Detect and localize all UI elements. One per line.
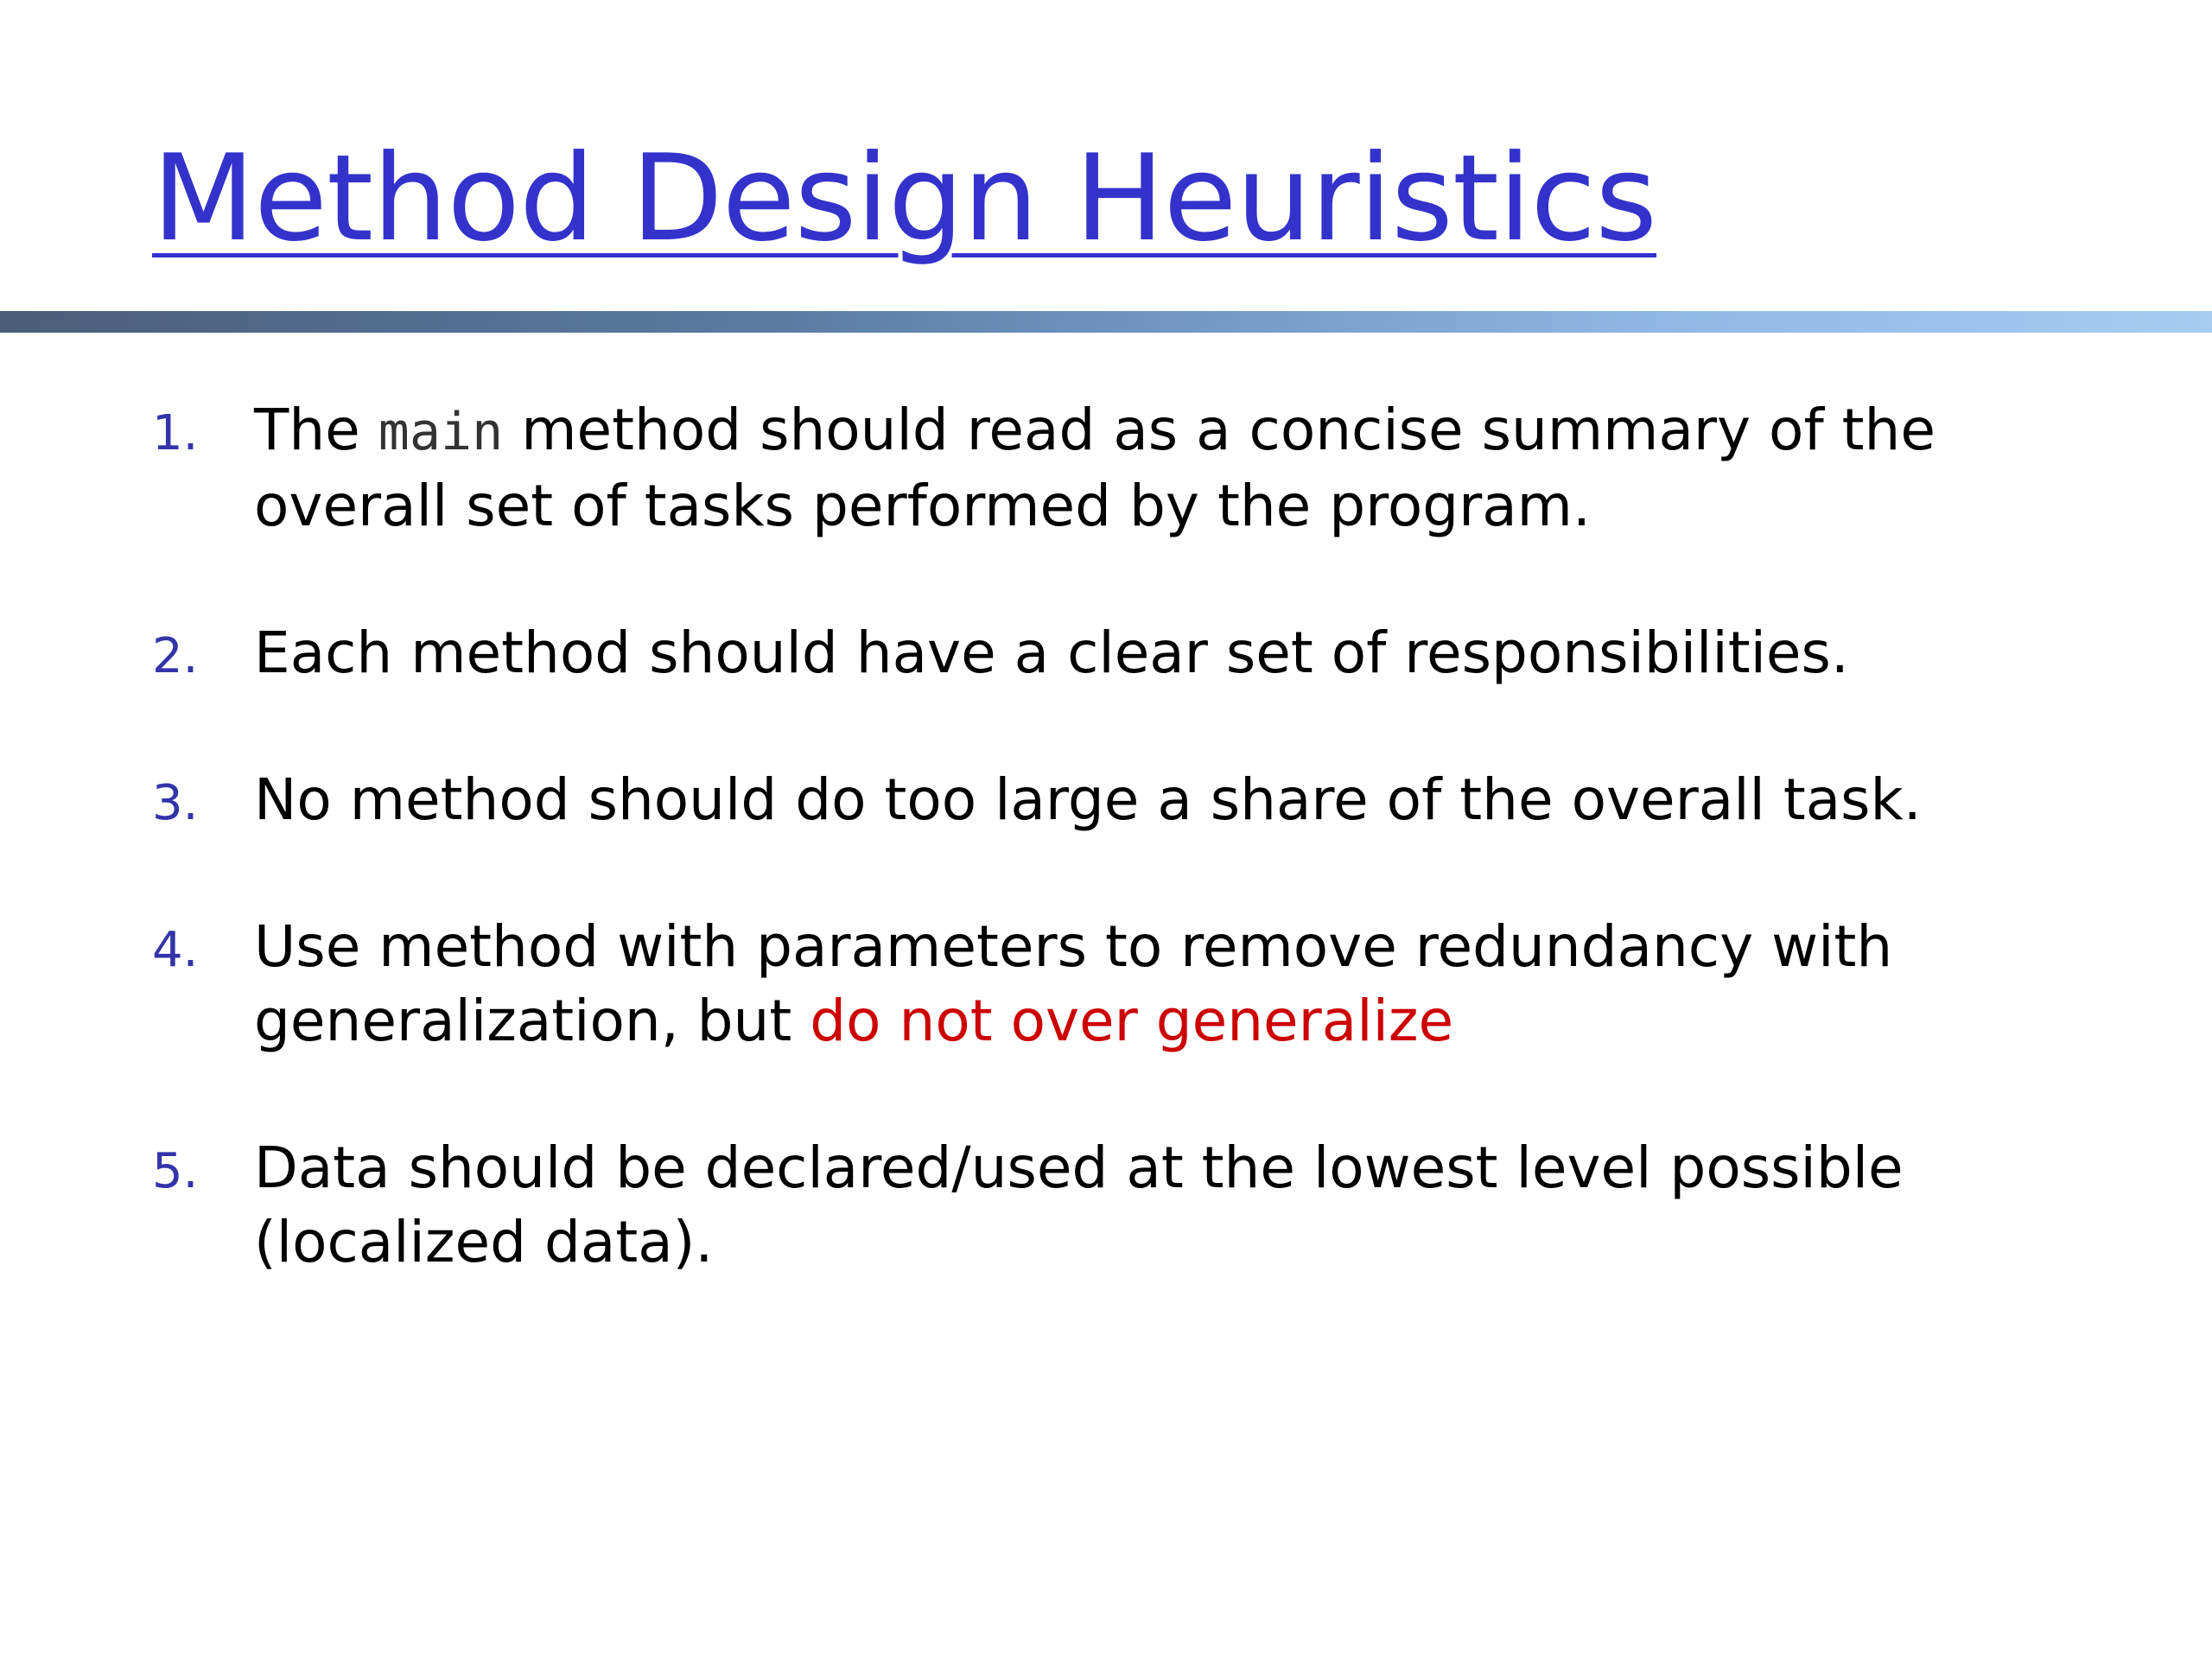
item-4-text: Use method with parameters to remove redundancy with generalization, but: [254, 913, 1893, 1054]
list-item-4: [152, 910, 2139, 1058]
item-5-text: Data should be declared/used at the lowest level possible (localized data).: [254, 1135, 1904, 1275]
list-item-3: [152, 763, 2139, 837]
item-number-5: 5.: [152, 1143, 199, 1199]
item-3-text: No method should do too large a share of the overall task.: [254, 766, 1922, 833]
list-item-5: [152, 1131, 2139, 1280]
item-4-highlight: do not over generalize: [810, 988, 1454, 1054]
title-divider-bar: [0, 311, 2212, 333]
list-item-1: [152, 393, 2139, 543]
item-number-1: 1.: [152, 405, 199, 461]
item-2-text: Each method should have a clear set of responsibilities.: [254, 620, 1849, 686]
item-number-3: 3.: [152, 775, 199, 831]
item-1-text-after: method should read as a concise summary of the overall set of tasks performed by the program.: [254, 397, 1936, 539]
item-1-text-before: The: [254, 397, 378, 463]
slide-title: Method Design Heuristics: [152, 129, 1657, 268]
item-number-4: 4.: [152, 922, 199, 978]
item-1-code: main: [378, 402, 504, 462]
item-number-2: 2.: [152, 628, 199, 684]
list-item-2: [152, 616, 2139, 690]
heuristics-list: [152, 393, 2139, 1352]
